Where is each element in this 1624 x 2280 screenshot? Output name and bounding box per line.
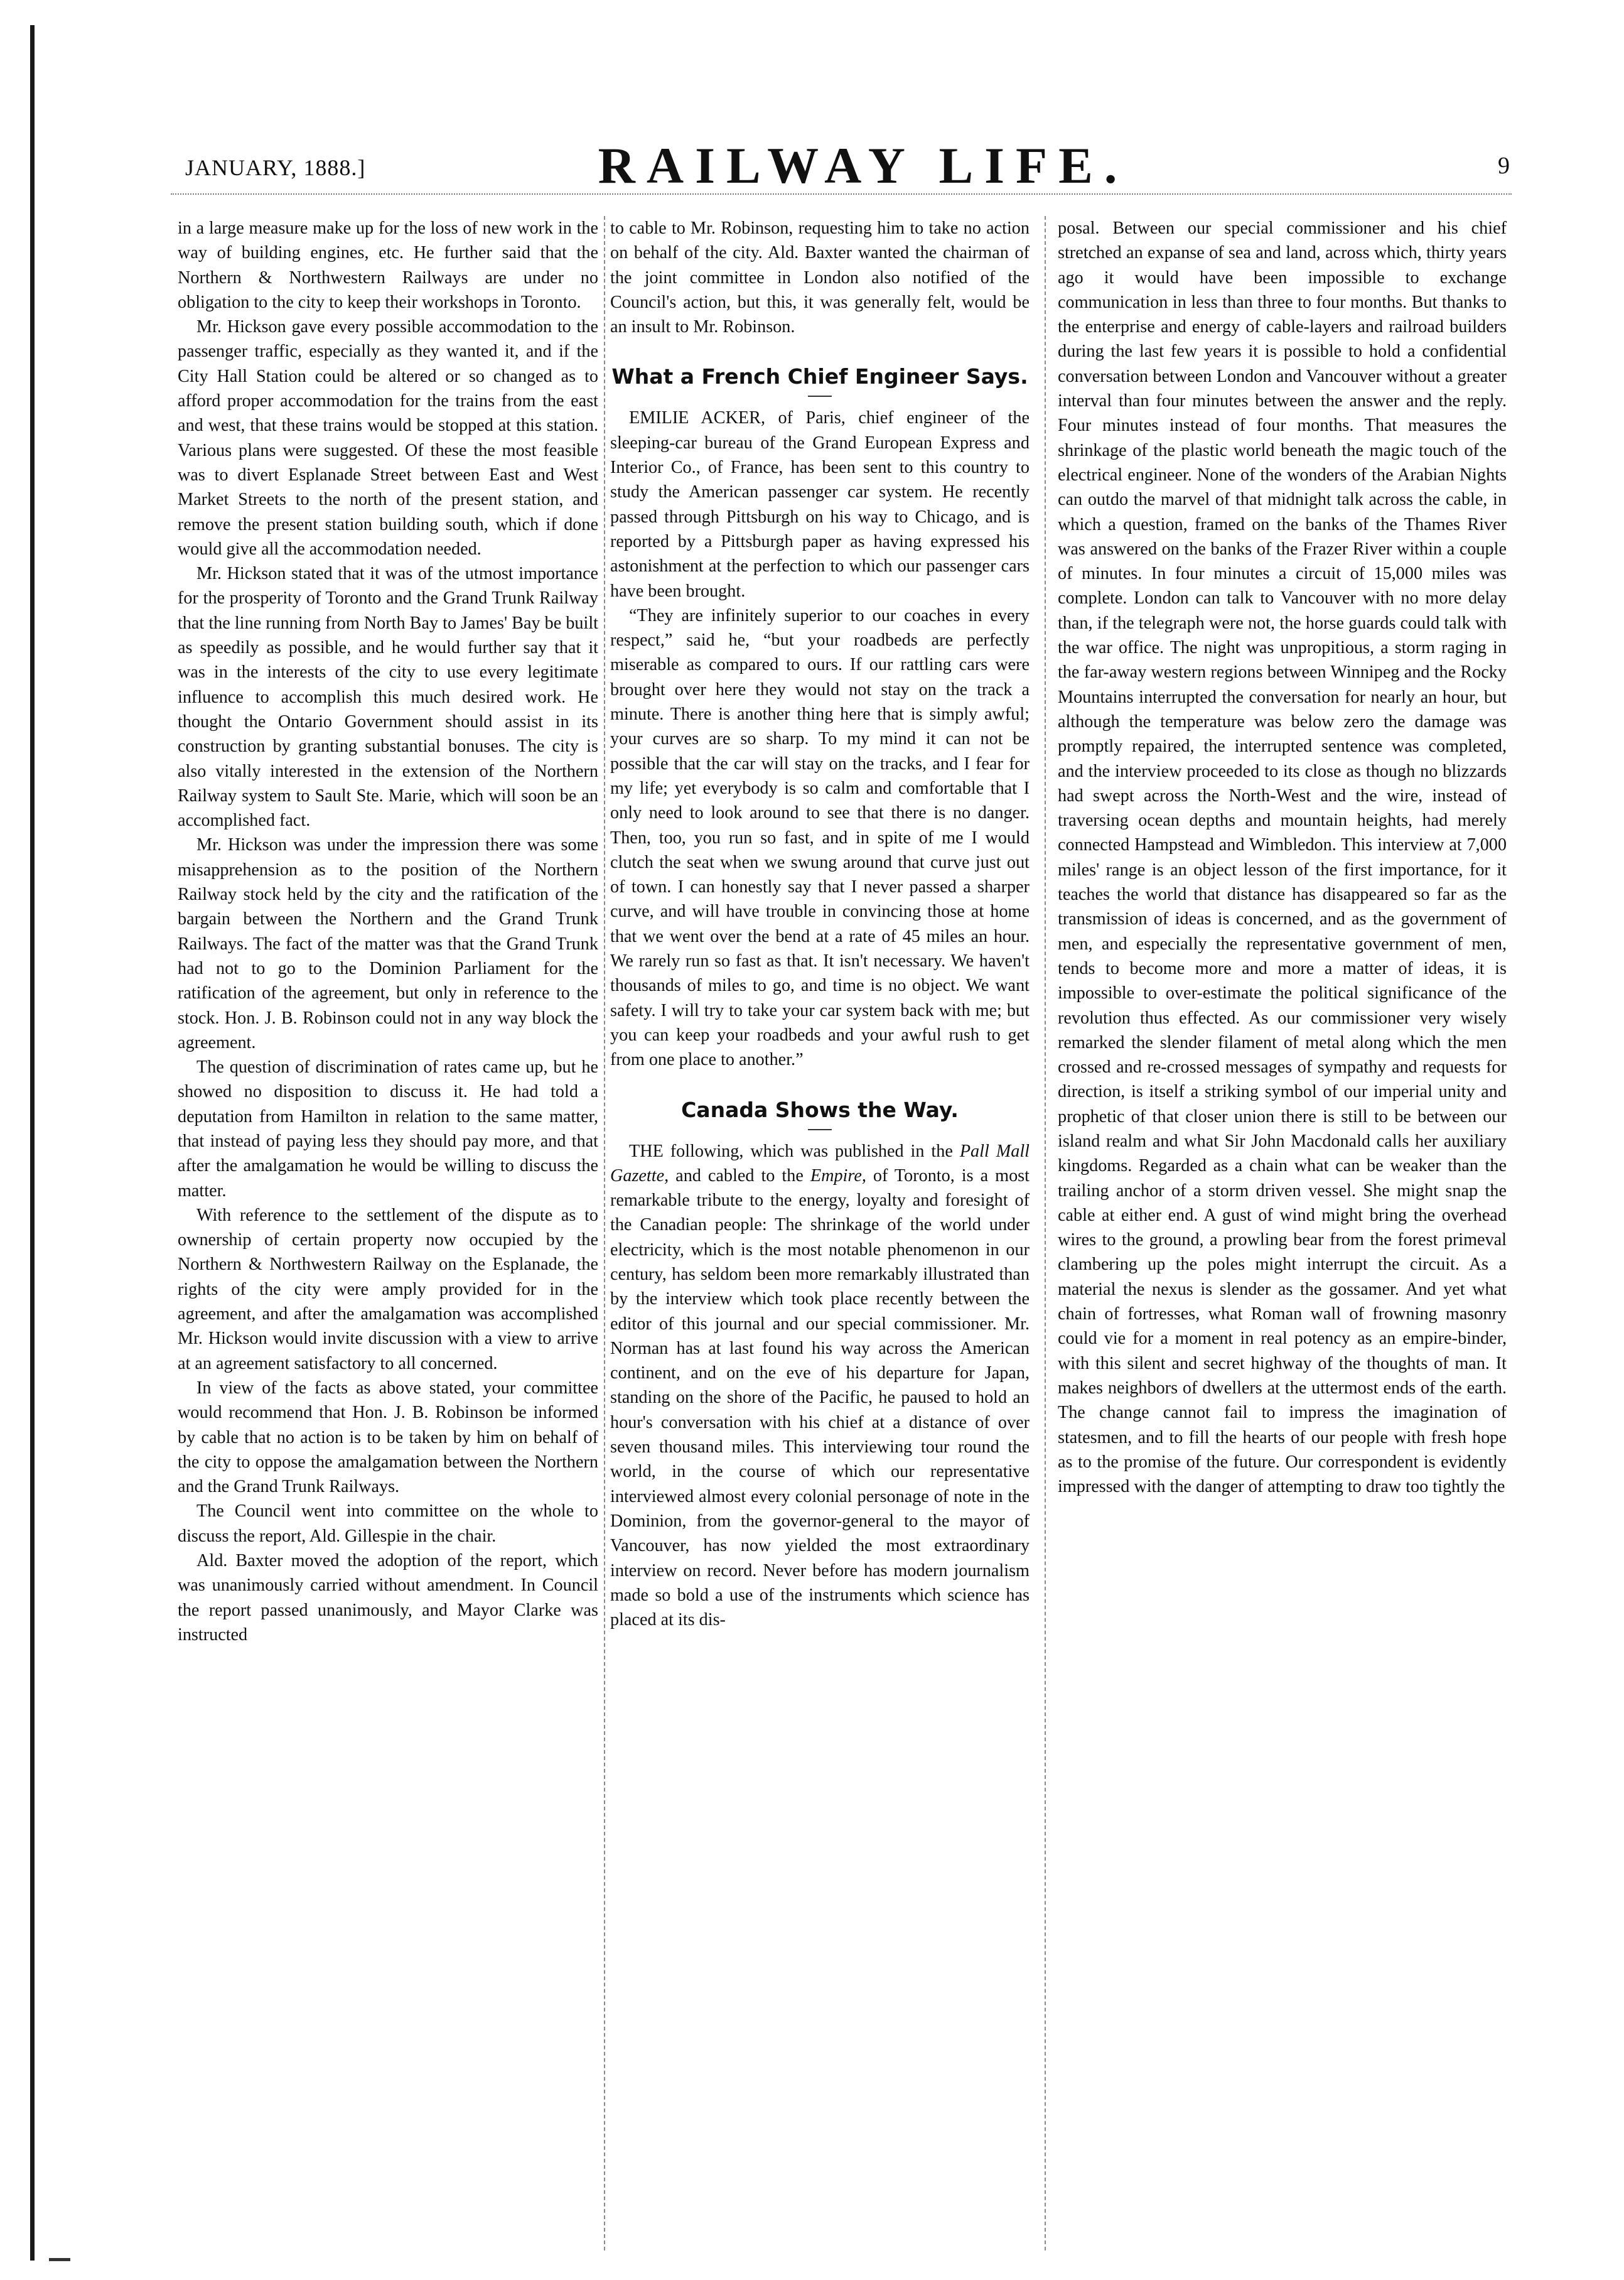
page-header [185,137,1510,194]
paragraph: in a large measure make up for the loss of new work in the way of building engines, etc. He further said that the Northern & Northwestern Railways are under no obligation to the city to keep their workshops in Toronto. [178,219,598,312]
heading-rule [808,1129,832,1130]
paragraph: Mr. Hickson gave every possible accommodation to the passenger traffic, especially as they wanted it, and if the City Hall Station could be altered or so changed as to afford proper accommodation for the trains from the east and west, that these trains would be stopped at this station. Various plans were suggested. Of these the most feasible was to divert Esplanade Street between East and West Market Streets to the north of the present station, and remove the present station building south, which if done would give all the accommodation needed. [178,317,598,559]
heading-rule [808,396,832,397]
column-2 [610,216,1030,2250]
page-number: 9 [1498,153,1510,179]
lead-name: EMILIE ACKER, [629,408,765,428]
paragraph: to cable to Mr. Robinson, requesting him to take no action on behalf of the city. Ald. Baxter wanted the chairman of the joint committee in London also notified of the Council's action, but this, it was generally felt, would be an insult to Mr. Robinson. [610,219,1030,337]
paragraph: The Council went into committee on the whole to discuss the report, Ald. Gillespie in the chair. [178,1501,598,1546]
paragraph: Mr. Hickson was under the impression there was some misapprehension as to the position of the Northern Railway stock held by the city and the ratification of the bargain between the Northern and the Grand Trunk Railways. The fact of the matter was that the Grand Trunk had not to go to the Dominion Parliament for the ratification of the agreement, but only in reference to the stock. Hon. J. B. Robinson could not in any way block the agreement. [178,835,598,1052]
paragraph: With reference to the settlement of the dispute as to ownership of certain property now occupied by the Northern & Northwestern Railway on the Esplanade, the rights of the city were amply provided for in the agreement, and after the amalgamation was accomplished Mr. Hickson would invite discussion with a view to arrive at an agreement satisfactory to all concerned. [178,1205,598,1373]
column-3 [1058,216,1507,2250]
publication-name: Empire, [810,1165,866,1186]
paragraph: posal. Between our special commissioner and his chief stretched an expanse of sea and land, across which, thirty years ago it would have been impossible to exchange communication in less than three to four months. But thanks to the enterprise and energy of cable-layers and railroad builders during the last few years it is possible to hold a confidential conversation between London and Vancouver without a greater interval than four minutes between the answer and the reply. Four minutes instead of four months. That measures the shrinkage of the plastic world beneath the magic touch of the electrical engineer. None of the wonders of the Arabian Nights can outdo the marvel of that midnight talk across the cable, in which a question, framed on the banks of the Thames River was answered on the banks of the Frazer River within a couple of minutes. In four minutes a circuit of 15,000 miles was complete. London can talk to Vancouver with no more delay than, if the telegraph were not, the horse guards could talk with the war office. The night was unpropitious, a storm raging in the far-away western regions between Winnipeg and the Rocky Mountains interrupted the conversation for nearly an hour, but although the temperature was below zero the damage was promptly repaired, the interrupted sentence was completed, and the interview proceeded to its close as though no blizzards had swept across the North-West and the wire, instead of traversing ocean depths and mountain heights, had merely connected Hampstead and Wimbledon. This interview at 7,000 miles' range is an object lesson of the first importance, for it teaches the world that distance has disappeared so far as the transmission of ideas is concerned, and as the government of men, and especially the representative government of men, tends to become more and more a matter of ideas, it is impossible to over-estimate the political significance of the revolution thus effected. As our commissioner very wisely remarked the slender filament of metal along which the men crossed and re-crossed messages of sympathy and requests for direction, is itself a striking symbol of our imperial unity and prophetic of that closer union there is still to be between our island realm and what Sir John Macdonald calls her auxiliary kingdoms. Regarded as a chain what can be weaker than the trailing anchor of a storm driven vessel. She might snap the cable at either end. A gust of wind might bring the overhead wires to the ground, a prowling bear from the forest primeval clambering up the poles might interrupt the circuit. As a material the nexus is slender as the gossamer. And yet what chain of fortresses, what Roman wall of frowning masonry could vie for a moment in real potency as an empire-binder, with this silent and secret highway of the thoughts of man. It makes neighbors of dwellers at the uttermost ends of the earth. The change cannot fail to impress the imagination of statesmen, and to fill the hearts of our people with fresh hope as to the promise of the future. Our correspondent is evidently impressed with the danger of attempting to draw too tightly the [1058,219,1507,1497]
paragraph: Mr. Hickson stated that it was of the utmost importance for the prosperity of Toronto and the Grand Trunk Railway that the line running from North Bay to James' Bay be built as speedily as possible, and he would further say that it was in the interests of the city to use every legitimate influence to accomplish this much desired work. He thought the Ontario Government should assist in its construction by granting substantial bonuses. The city is also vitally interested in the extension of the Northern Railway system to Sault Ste. Marie, which will soon be an accomplished fact. [178,564,598,831]
paragraph: The question of discrimination of rates came up, but he showed no disposition to discuss it. He had told a deputation from Hamilton in relation to the same matter, that instead of paying less they should pay more, and that after the amalgamation he would be willing to discuss the matter. [178,1057,598,1201]
corner-mark [49,2258,70,2261]
column-1 [178,216,598,2250]
lead-word: THE [629,1141,664,1161]
paragraph: “They are infinitely superior to our coaches in every respect,” said he, “but your roadbeds are perfectly miserable as compared to ours. If our rattling cars were brought over here they would not stay on the track a minute. There is another thing here that is simply awful; your curves are so sharp. To my mind it can not be possible that the car will stay on the tracks, and I fear for my life; yet everybody is so calm and comfortable that I only need to look around to see that there is no danger. Then, too, you run so fast, and in spite of me I would clutch the seat when we swung around that curve just out of town. I can honestly say that I never passed a sharper curve, and will have trouble in convincing those at home that we went over the bend at a rate of 45 miles an hour. We rarely run so fast as that. It isn't necessary. We haven't thousands of miles to go, and time is no object. We want safety. I will try to take your car system back with me; but you can keep your roadbeds and your awful rush to get from one place to another.” [610,605,1030,1070]
paragraph: Ald. Baxter moved the adoption of the report, which was unanimously carried without amendment. In Council the report passed unanimously, and Mayor Clarke was instructed [178,1551,598,1645]
paragraph: EMILIE ACKER, of Paris, chief engineer of the sleeping-car bureau of the Grand European Express and Interior Co., of France, has been sent to this country to study the American passenger car system. He recently passed through Pittsburgh on his way to Chicago, and is reported by a Pittsburgh paper as having expressed his astonishment at the perfection to which our passenger cars have been brought. [610,408,1030,601]
article-heading: Canada Shows the Way. [681,1097,959,1122]
issue-date: JANUARY, 1888.] [185,155,366,180]
paragraph: THE following, which was published in the Pall Mall Gazette, and cabled to the Empire, of Toronto, is a most remarkable tribute to the energy, loyalty and foresight of the Canadian people: The shrinkage of the world under electricity, which is the most notable phenomenon in our century, has seldom been more remarkably illustrated than by the interview which took place recently between the editor of this journal and our special commissioner. Mr. Norman has at last found his way across the American continent, and on the eve of his departure for Japan, standing on the shore of the Pacific, he paused to hold an hour's conversation with his chief at a distance of over seven thousand miles. This interviewing tour round the world, in the course of which our representative interviewed almost every colonial personage of note in the Dominion, from the governor-general to the mayor of Vancouver, has now yielded the most extraordinary interview on record. Never before has modern journalism made so bold a use of the instruments which science has placed at its dis- [610,1141,1030,1630]
masthead-title: RAILWAY LIFE. [598,137,1129,194]
article-heading: What a French Chief Engineer Says. [611,364,1028,389]
column-separator [604,216,605,2250]
column-separator [1045,216,1046,2250]
publication-name: Pall Mall Gazette, [610,1141,1030,1186]
page-edge-rule [30,25,35,2261]
header-rule [171,193,1512,195]
paragraph: In view of the facts as above stated, your committee would recommend that Hon. J. B. Robinson be informed by cable that no action is to be taken by him on behalf of the city to oppose the amalgamation between the Northern and the Grand Trunk Railways. [178,1378,598,1497]
